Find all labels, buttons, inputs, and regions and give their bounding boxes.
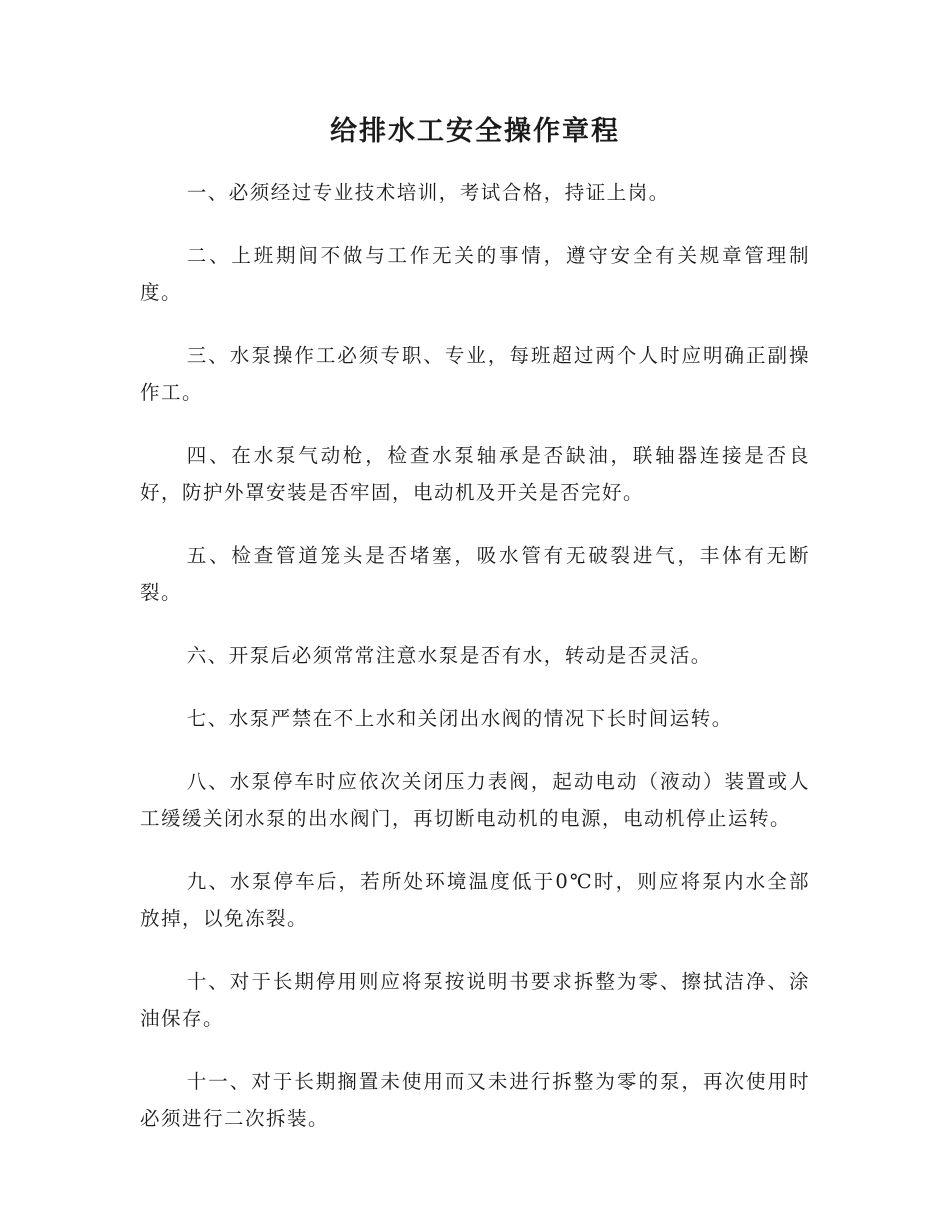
paragraph-7: 七、水泵严禁在不上水和关闭出水阀的情况下长时间运转。 — [186, 707, 733, 730]
paragraph-3: 三、水泵操作工必须专职、专业，每班超过两个人时应明确正副操作工。 — [140, 344, 810, 404]
document-body — [140, 108, 810, 1163]
paragraph-5: 五、检查管道笼头是否堵塞，吸水管有无破裂进气，丰体有无断裂。 — [140, 544, 810, 604]
paragraph-6: 六、开泵后必须常常注意水泵是否有水，转动是否灵活。 — [186, 644, 712, 667]
paragraph-8: 八、水泵停车时应依次关闭压力表阀，起动电动（液动）装置或人工缓缓关闭水泵的出水阀门，再切断电动机的电源，电动机停止运转。 — [140, 770, 810, 830]
paragraph-1: 一、必须经过专业技术培训，考试合格，持证上岗。 — [186, 181, 670, 204]
paragraph-2: 二、上班期间不做与工作无关的事情，遵守安全有关规章管理制度。 — [140, 244, 810, 304]
document-title: 给排水工安全操作章程 — [330, 116, 620, 147]
paragraph-11: 十一、对于长期搁置未使用而又未进行拆整为零的泵，再次使用时必须进行二次拆装。 — [140, 1070, 810, 1130]
paragraph-9: 九、水泵停车后，若所处环境温度低于0℃时，则应将泵内水全部放掉，以免冻裂。 — [140, 870, 810, 930]
paragraph-4: 四、在水泵气动枪，检查水泵轴承是否缺油，联轴器连接是否良好，防护外罩安装是否牢固，电动机及开关是否完好。 — [140, 444, 810, 504]
paragraph-10: 十、对于长期停用则应将泵按说明书要求拆整为零、擦拭洁净、涂油保存。 — [140, 970, 810, 1030]
